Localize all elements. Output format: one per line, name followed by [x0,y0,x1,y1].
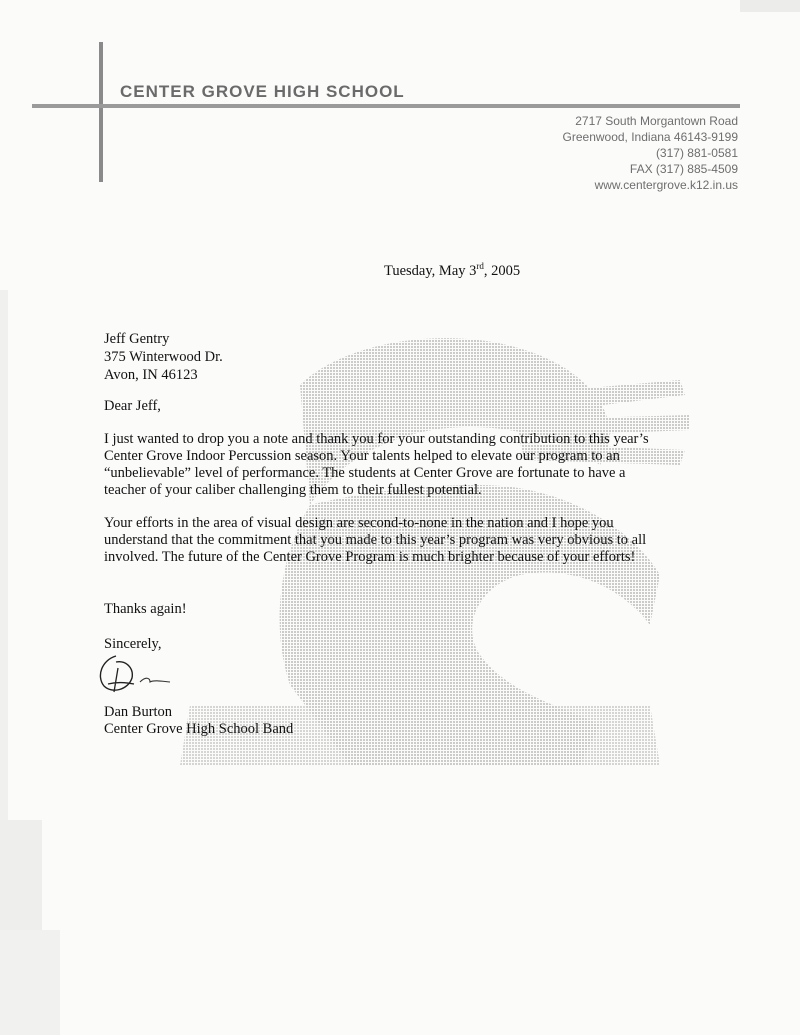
letter-date [384,261,520,280]
scan-artifact [0,820,42,930]
school-address [478,113,738,193]
signer-title: Center Grove High School Band [104,721,294,737]
recipient-city: Avon, IN 46123 [104,367,198,383]
address-fax: FAX (317) 885-4509 [629,162,738,176]
date-ordinal: rd [476,261,484,271]
address-city: Greenwood, Indiana 46143-9199 [562,130,738,144]
date-main: Tuesday, May 3 [384,262,477,279]
signer-name: Dan Burton [104,704,173,720]
recipient-street: 375 Winterwood Dr. [104,349,223,365]
address-website: www.centergrove.k12.in.us [594,178,738,192]
scan-artifact [0,930,60,1035]
letterhead-horizontal-rule [32,104,740,108]
signer-block [104,704,293,738]
address-phone: (317) 881-0581 [655,146,738,160]
closing: Sincerely, [104,636,162,652]
address-street: 2717 South Morgantown Road [575,114,738,128]
date-year: , 2005 [483,262,521,279]
recipient-address [104,330,223,384]
letterhead-vertical-rule [99,42,103,182]
scan-artifact [740,0,800,12]
body-paragraph: Your efforts in the area of visual design are second-to-none in the nation and I hope you understand that the commitment that you made to this year’s program was very obvious to all involved. The future of the Center Grove Program is much brighter because of your efforts! [104,515,647,565]
body-paragraph: I just wanted to drop you a note and thank you for your outstanding contribution to this year’s Center Grove Indoor Percussion season. Your talents helped to elevate our program to an “unbelievable” level of performance. The students at Center Grove are fortunate to have a teacher of your caliber challenging them to their fullest potential. [104,431,649,498]
thanks-line: Thanks again! [104,601,187,617]
salutation: Dear Jeff, [104,398,161,414]
recipient-name: Jeff Gentry [104,331,170,347]
handwritten-signature-icon [94,648,184,698]
school-name: CENTER GROVE HIGH SCHOOL [120,82,405,101]
